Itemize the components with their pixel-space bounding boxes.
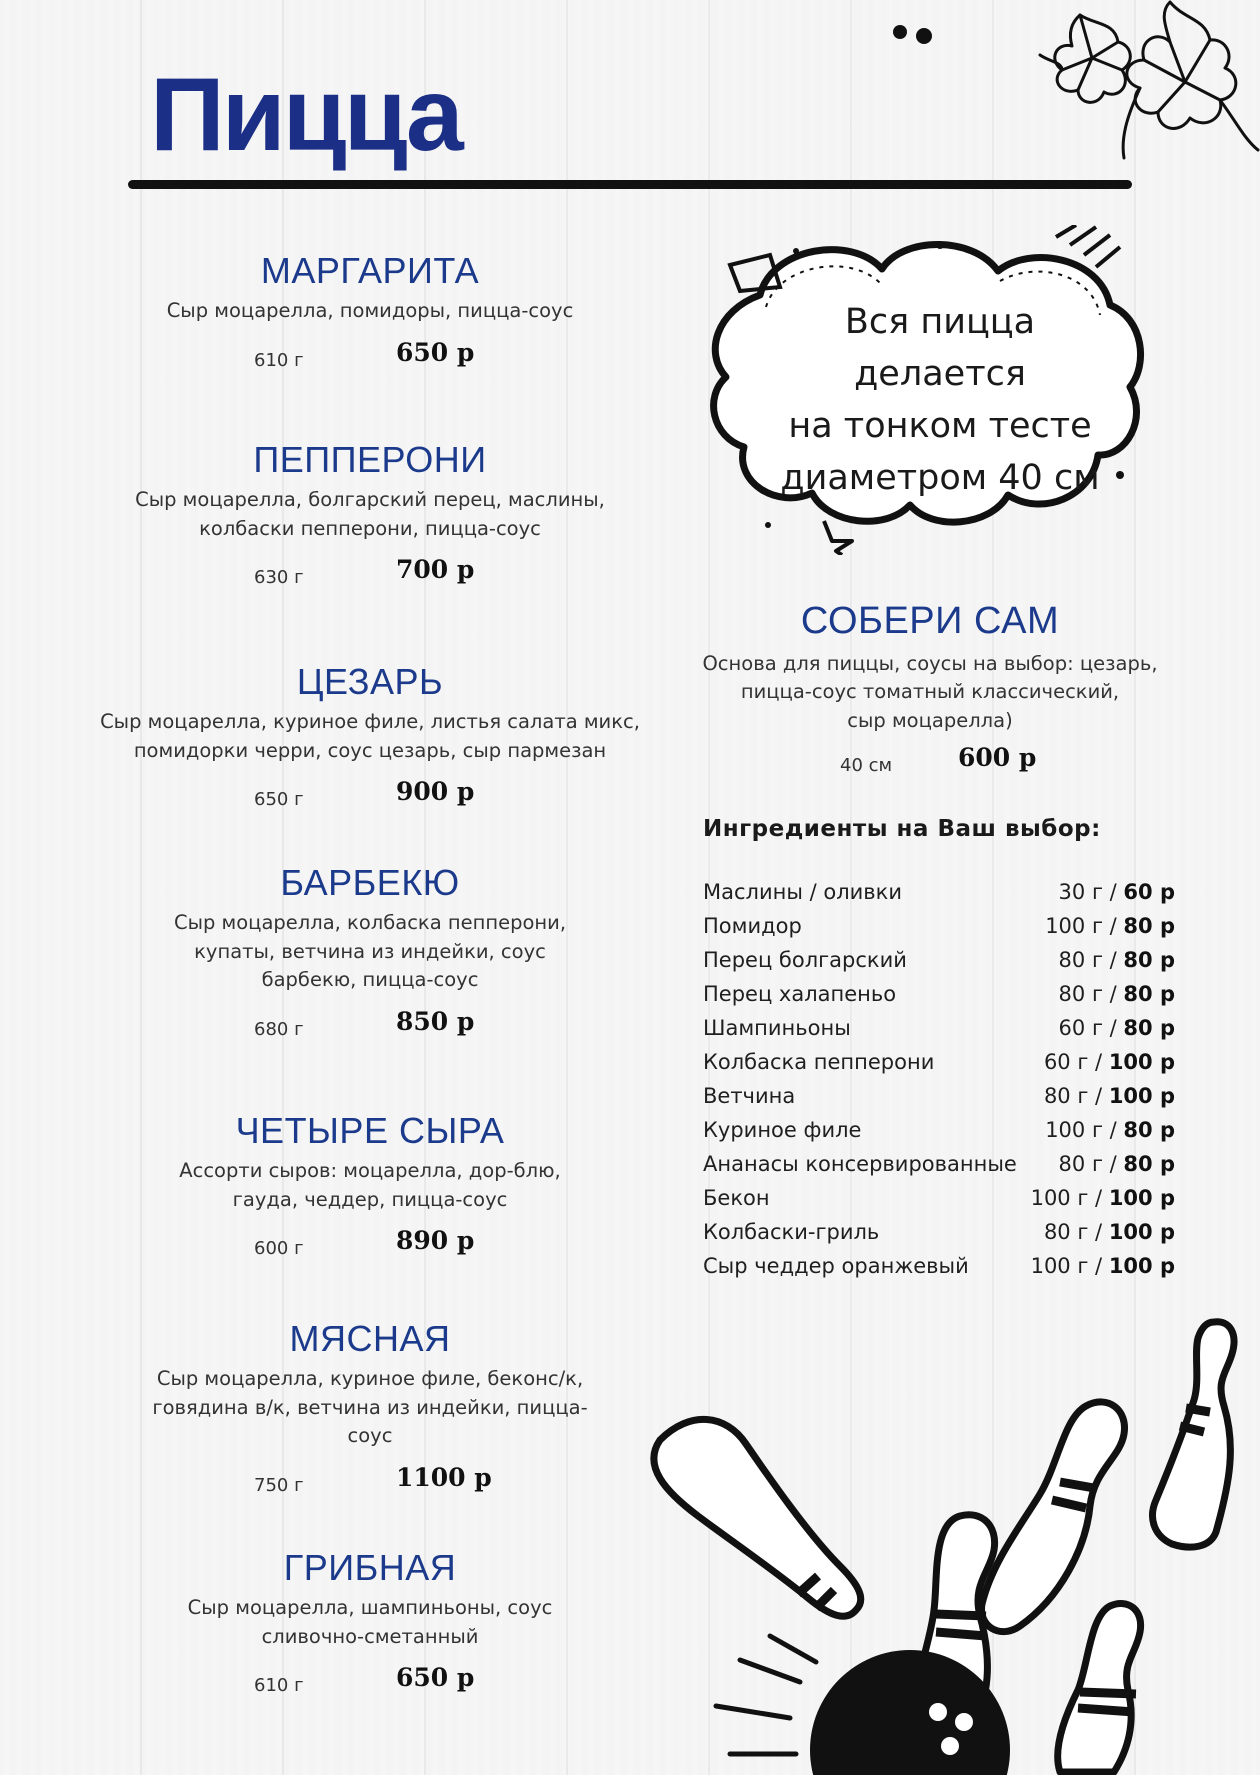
item-description: Сыр моцарелла, болгарский перец, маслины, колбаски пепперони, пицца-соус	[135, 488, 605, 540]
ingredient-amount: 100 г /	[1045, 914, 1117, 938]
ingredient-row	[703, 875, 1175, 909]
ingredient-name: Ананасы консервированные	[703, 1152, 1017, 1176]
item-price: 900 р	[396, 777, 475, 807]
item-name: МЯСНАЯ	[289, 1318, 451, 1359]
item-price: 700 р	[396, 555, 475, 585]
ingredient-price: 100 р	[1108, 1254, 1175, 1278]
item-description: Сыр моцарелла, шампиньоны, соус сливочно-сметанный	[187, 1596, 553, 1648]
menu-item-margarita	[100, 250, 640, 378]
item-name: МАРГАРИТА	[260, 250, 480, 291]
page-title: Пицца	[150, 57, 461, 173]
ingredients-list	[703, 875, 1175, 1283]
ingredient-amount: 80 г /	[1058, 982, 1117, 1006]
ingredient-amount: 80 г /	[1058, 948, 1117, 972]
ingredient-row	[703, 1215, 1175, 1249]
item-weight: 650 г	[254, 789, 304, 811]
ingredient-name: Шампиньоны	[703, 1016, 851, 1040]
ingredient-row	[703, 943, 1175, 977]
ingredient-row	[703, 1181, 1175, 1215]
menu-item-mushroom	[100, 1547, 640, 1703]
ingredient-row	[703, 909, 1175, 943]
bowling-pins-icon	[620, 1310, 1260, 1775]
ingredient-name: Перец болгарский	[703, 948, 907, 972]
ingredient-price: 100 р	[1108, 1084, 1175, 1108]
item-name: ЧЕТЫРЕ СЫРА	[235, 1110, 505, 1151]
ingredient-name: Колбаски-гриль	[703, 1220, 880, 1244]
ingredient-name: Маслины / оливки	[703, 880, 902, 904]
item-weight: 610 г	[254, 1675, 304, 1697]
ingredient-price: 100 р	[1108, 1186, 1175, 1210]
ingredient-price: 60 р	[1123, 880, 1175, 904]
ingredient-row	[703, 1045, 1175, 1079]
ingredient-price: 100 р	[1108, 1220, 1175, 1244]
title-divider	[128, 180, 1132, 189]
cloud-line: Вся пицца делается	[844, 302, 1036, 394]
item-name: БАРБЕКЮ	[280, 862, 460, 903]
ingredient-price: 80 р	[1123, 982, 1175, 1006]
item-name: ЦЕЗАРЬ	[296, 661, 444, 702]
ingredient-row	[703, 1113, 1175, 1147]
item-weight: 610 г	[254, 349, 304, 371]
parsley-icon	[1020, 0, 1260, 160]
ingredient-amount: 100 г /	[1045, 1118, 1117, 1142]
menu-item-barbecue	[100, 862, 640, 1047]
item-description: Ассорти сыров: моцарелла, дор-блю, гауда, чеддер, пицца-соус	[179, 1159, 561, 1211]
item-name: СОБЕРИ САМ	[800, 600, 1060, 642]
ingredient-row	[703, 1011, 1175, 1045]
item-price: 650 р	[396, 337, 475, 367]
item-name: ПЕППЕРОНИ	[253, 439, 487, 480]
cloud-line: на тонком тесте	[788, 406, 1092, 446]
ingredient-amount: 80 г /	[1043, 1220, 1103, 1244]
ingredient-price: 80 р	[1123, 1016, 1175, 1040]
item-weight: 680 г	[254, 1018, 304, 1040]
item-description: Сыр моцарелла, куриное филе, беконс/к, говядина в/к, ветчина из индейки, пицца- соус	[152, 1367, 588, 1448]
ingredient-amount: 100 г /	[1030, 1186, 1103, 1210]
item-description: Сыр моцарелла, куриное филе, листья салата микс, помидорки черри, соус цезарь, сыр пармезан	[100, 710, 640, 762]
menu-item-pepperoni	[100, 439, 640, 595]
ingredient-name: Колбаска пепперони	[703, 1050, 935, 1074]
ingredient-amount: 100 г /	[1030, 1254, 1103, 1278]
ingredient-price: 80 р	[1123, 1118, 1175, 1142]
ingredient-row	[703, 1249, 1175, 1283]
ingredient-amount: 80 г /	[1043, 1084, 1103, 1108]
item-description: Сыр моцарелла, колбаска пепперони, купаты, ветчина из индейки, соус барбекю, пицца-соус	[173, 911, 567, 992]
ingredient-row	[703, 1079, 1175, 1113]
ingredient-price: 80 р	[1123, 914, 1175, 938]
item-weight: 630 г	[254, 567, 304, 589]
item-weight: 600 г	[254, 1238, 304, 1260]
item-price: 1100 р	[396, 1462, 492, 1492]
item-description: Сыр моцарелла, помидоры, пицца-соус	[166, 299, 574, 323]
ingredient-name: Перец халапеньо	[703, 982, 897, 1006]
ingredient-name: Куриное филе	[703, 1118, 862, 1142]
ingredient-amount: 30 г /	[1058, 880, 1117, 904]
item-size: 40 см	[840, 755, 893, 777]
dots-decoration-icon	[886, 20, 944, 50]
ingredient-amount: 80 г /	[1058, 1152, 1117, 1176]
item-price: 850 р	[396, 1006, 475, 1036]
item-price: 890 р	[396, 1226, 475, 1256]
ingredient-amount: 60 г /	[1058, 1016, 1117, 1040]
ingredient-name: Ветчина	[703, 1084, 796, 1108]
ingredient-price: 80 р	[1123, 948, 1175, 972]
ingredient-price: 100 р	[1108, 1050, 1175, 1074]
ingredient-row	[703, 977, 1175, 1011]
item-price: 650 р	[396, 1663, 475, 1693]
ingredients-title: Ингредиенты на Ваш выбор:	[703, 816, 1101, 842]
ingredient-name: Сыр чеддер оранжевый	[703, 1254, 969, 1278]
item-description: Основа для пиццы, соусы на выбор: цезарь, пицца-соус томатный классический, сыр моцарелла)	[702, 651, 1158, 732]
item-weight: 750 г	[254, 1474, 304, 1496]
menu-item-meat	[100, 1318, 640, 1503]
menu-item-four-cheese	[100, 1110, 640, 1266]
ingredient-price: 80 р	[1123, 1152, 1175, 1176]
ingredient-name: Помидор	[703, 914, 802, 938]
cloud-line: диаметром 40 см	[780, 458, 1100, 498]
cloud-note	[760, 296, 1120, 504]
menu-item-build-your-own	[700, 600, 1160, 783]
item-name: ГРИБНАЯ	[283, 1547, 457, 1588]
ingredient-amount: 60 г /	[1043, 1050, 1103, 1074]
ingredient-row	[703, 1147, 1175, 1181]
ingredient-name: Бекон	[703, 1186, 770, 1210]
menu-item-caesar	[100, 661, 640, 817]
item-price: 600 р	[958, 743, 1037, 773]
